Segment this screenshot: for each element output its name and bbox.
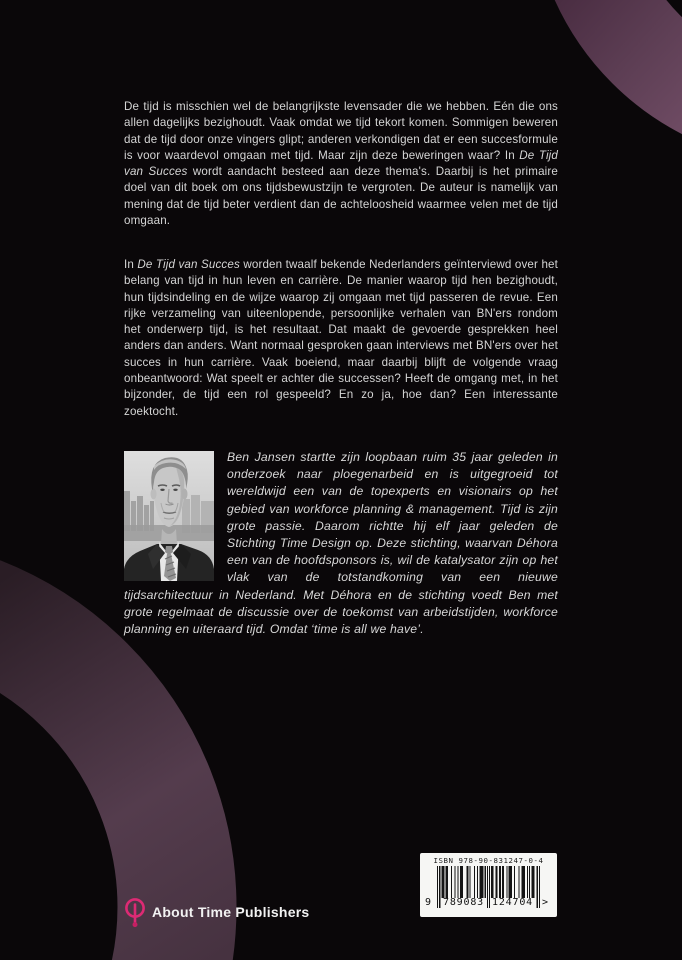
publisher-logo [123, 895, 343, 931]
barcode-digit-group: 9 [425, 897, 432, 908]
interviews-text-2: worden twaalf bekende Nederlanders geïnterviewd over het belang van tijd in hun leven en carrière. De manier waarop tijd hen bezighoudt, hun tijdsindeling en de wijze waarop zij omgaan met tijd passeren de revue. Een rijke verzameling van uiteenlopende, persoonlijke verhalen van BN'ers rondom het onderwerp tijd, is het resultaat. Dat maakt de gevoerde gesprekken heel anders dan anders. Want normaal gesproken gaan interviews met BN'ers over het succes in hun carrière. Vaak boeiend, maar daarbij blijft de volgende vraag onbeantwoord: Wat speelt er achter die successen? Heeft de omgang met, in het bijzonder, de tijd een rol gespeeld? En zo ja, hoe dan? Een interessante zoektocht. [124, 258, 559, 418]
isbn-barcode [420, 853, 557, 917]
barcode-digit-group: 789083 [443, 897, 484, 908]
book-title-italic: De Tijd van Succes [124, 148, 558, 179]
interviews-paragraph [124, 257, 558, 420]
author-bio-string: Ben Jansen startte zijn loopbaan ruim 35 jaar geleden in onderzoek naar ploegenarbeid en is uitgegroeid tot wereldwijd een van de topexperts en visionairs op het gebied van workforce planning & management. Tijd is zijn grote passie. Daarom richtte hij elf jaar geleden de Stichting Time Design op. Deze stichting, waarvan Déhora een van de hoofdsponsors is, wil de katalysator zijn op het vlak van de totstandkoming van een nieuwe tijdsarchitectuur in Nederland. Met Déhora en de stichting voedt Ben met grote regelmaat de discussie over de toekomst van arbeidstijden, workforce planning en uiteraard tijd. Omdat ‘time is all we have’. [124, 450, 558, 637]
author-bio-section [124, 449, 558, 638]
barcode-quiet-zone-arrow: > [542, 897, 549, 908]
book-title-italic: De Tijd van Succes [137, 258, 240, 271]
synopsis-text-2: wordt aandacht besteed aan deze thema's. Daarbij is het primaire doel van dit boek om ons tijdsbewustzijn te vergroten. De auteur is namelijk van mening dat de tijd beter verdient dan de achteloosheid waarmee velen met de tijd omgaan. [124, 165, 559, 228]
author-photo [124, 451, 214, 581]
interviews-text-1: In [124, 258, 138, 271]
synopsis-text-1: De tijd is misschien wel de belangrijkste levensader die we hebben. Eén die ons allen dagelijks bezighoudt. Vaak omdat we tijd tekort komen. Sommigen beweren dat de tijd door onze vingers glipt; anderen verkondigen dat er een succesformule is voor waardevol omgaan met tijd. Maar zijn deze beweringen waar? In [124, 100, 558, 162]
author-portrait-image [124, 451, 214, 581]
synopsis-paragraph [124, 99, 558, 229]
about-time-logo-icon [123, 896, 147, 930]
top-right-ring [578, 0, 682, 117]
barcode-digit-group: 124704 [492, 897, 533, 908]
isbn-number: ISBN 978-90-831247-0-4 [433, 856, 544, 865]
publisher-name: About Time Publishers [152, 904, 310, 920]
cover-text-column [124, 0, 558, 960]
